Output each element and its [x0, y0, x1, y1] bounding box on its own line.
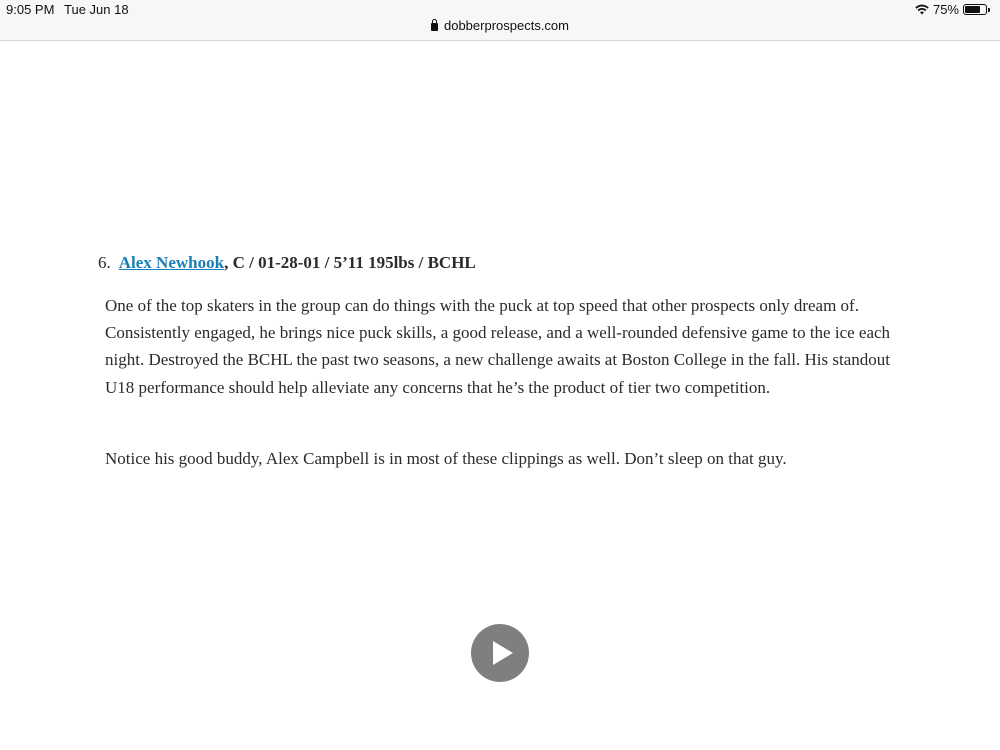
url-text: dobberprospects.com: [443, 18, 569, 33]
player-details: , C / 01-28-01 / 5’11 195lbs / BCHL: [224, 253, 476, 272]
status-indicators: [915, 2, 990, 17]
note-paragraph: Notice his good buddy, Alex Campbell is in most of these clippings as well. Don’t sleep on that guy.: [105, 449, 787, 468]
battery-percent: 75%: [932, 2, 959, 17]
prospect-heading: [98, 253, 476, 273]
entry-number: 6.: [98, 253, 111, 272]
status-time: 9:05 PM: [6, 2, 55, 17]
player-name-link[interactable]: Alex Newhook: [118, 253, 225, 272]
battery-cap: [988, 8, 990, 12]
lock-icon: [431, 23, 438, 31]
play-icon: [493, 641, 513, 665]
status-date: Tue Jun 18: [64, 2, 129, 17]
battery-icon: [963, 4, 987, 15]
battery-level: [965, 6, 980, 13]
wifi-icon: [915, 4, 929, 15]
scouting-paragraph: One of the top skaters in the group can do things with the puck at top speed that other prospects only dream of. Consistently engaged, he brings nice puck skills, a good release, and a well-rounded defensive game to the ice each night. Destroyed the BCHL the past two seasons, a new challenge awaits at Boston College in the fall. His standout U18 performance should help alleviate any concerns that he’s the product of tier two competition.: [105, 296, 891, 397]
status-bar: [0, 0, 1000, 41]
video-play-button[interactable]: [471, 624, 529, 682]
address-bar[interactable]: [0, 18, 1000, 33]
